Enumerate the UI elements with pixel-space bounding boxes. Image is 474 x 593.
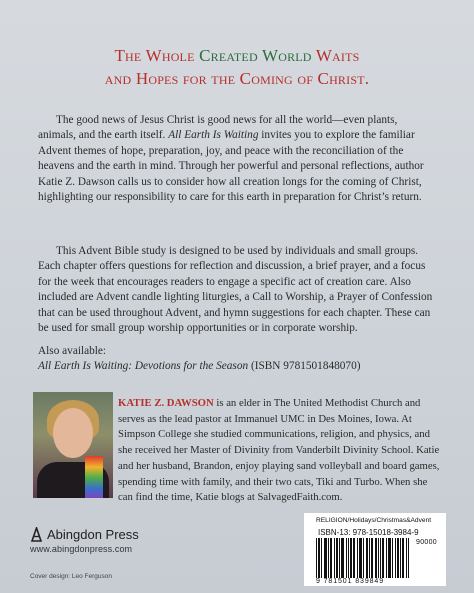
headline-highlight: Created World xyxy=(199,46,312,65)
author-photo xyxy=(33,392,113,498)
publisher-logo xyxy=(30,527,139,542)
barcode-bars xyxy=(316,538,412,578)
headline-text: Waits xyxy=(311,46,360,65)
barcode-category: RELIGION/Holidays/Christmas&Advent xyxy=(316,517,432,524)
paragraph-text: The good news of Jesus Christ is good news for all the world—even plants, animals, and the earth itself. xyxy=(38,114,398,142)
publisher-name: Abingdon Press xyxy=(47,527,139,542)
also-available-isbn: (ISBN 9781501848070) xyxy=(248,360,361,373)
headline xyxy=(0,44,474,90)
abingdon-logo-icon xyxy=(30,527,43,542)
publisher-url: www.abingdonpress.com xyxy=(30,544,133,554)
headline-line-2: and Hopes for the Coming of Christ. xyxy=(104,69,370,88)
paragraph-text: invites you to explore the familiar Advent themes of hope, preparation, joy, and peace with the reconciliation of the heavens and the earth in mind. Through her powerful and personal reflections, author Katie Z. Dawson calls us to consider how all creation longs for the coming of Christ, highlighting our responsibility to care for this earth in preparation for Christ’s return. xyxy=(38,129,424,204)
photo-face xyxy=(53,408,93,458)
photo-stole xyxy=(85,456,103,498)
headline-line-1 xyxy=(0,44,474,67)
barcode-price-code: 90000 xyxy=(416,539,437,546)
also-available-item xyxy=(38,359,436,374)
author-name: KATIE Z. DAWSON xyxy=(118,397,214,409)
also-available-label: Also available: xyxy=(38,345,107,357)
barcode-isbn: ISBN-13: 978-15018-3984-9 xyxy=(318,528,419,537)
publisher-block xyxy=(30,527,139,554)
description-paragraph-2: This Advent Bible study is designed to be used by individuals and small groups. Each chapter offers questions for reflection and discussion, a brief prayer, and a focus for the week that encourages readers to engage a specific act of creation care. Also included are Advent candle lighting liturgies, a Call to Worship, a Prayer of Confession that can be used throughout Advent, and hymn suggestions for each chapter. These can be used for small group worship opportunities or in corporate worship. xyxy=(38,245,433,335)
cover-credit: Cover design: Leo Ferguson xyxy=(30,573,113,580)
also-available xyxy=(38,344,436,375)
book-title: All Earth Is Waiting xyxy=(168,129,259,142)
description-paragraph-1 xyxy=(38,113,436,205)
headline-text: The Whole xyxy=(114,46,200,65)
barcode-digits: 9 781501 839849 xyxy=(316,578,384,585)
author-bio-text: is an elder in The United Methodist Church and serves as the lead pastor at Immanuel UMC in Des Moines, Iowa. At Simpson College she studied communications, religion, and physics, and she received her Master of Divinity from Vanderbilt Divinity School. Katie and her husband, Brandon, enjoy playing sand volleyball and board games, spending time with family, and their two cats, Tiki and Turbo. When she can find the time, Katie blogs at SalvagedFaith.com. xyxy=(118,397,440,504)
barcode-box xyxy=(304,513,446,586)
also-available-title: All Earth Is Waiting: Devotions for the Season xyxy=(38,360,249,373)
author-bio xyxy=(118,396,440,506)
